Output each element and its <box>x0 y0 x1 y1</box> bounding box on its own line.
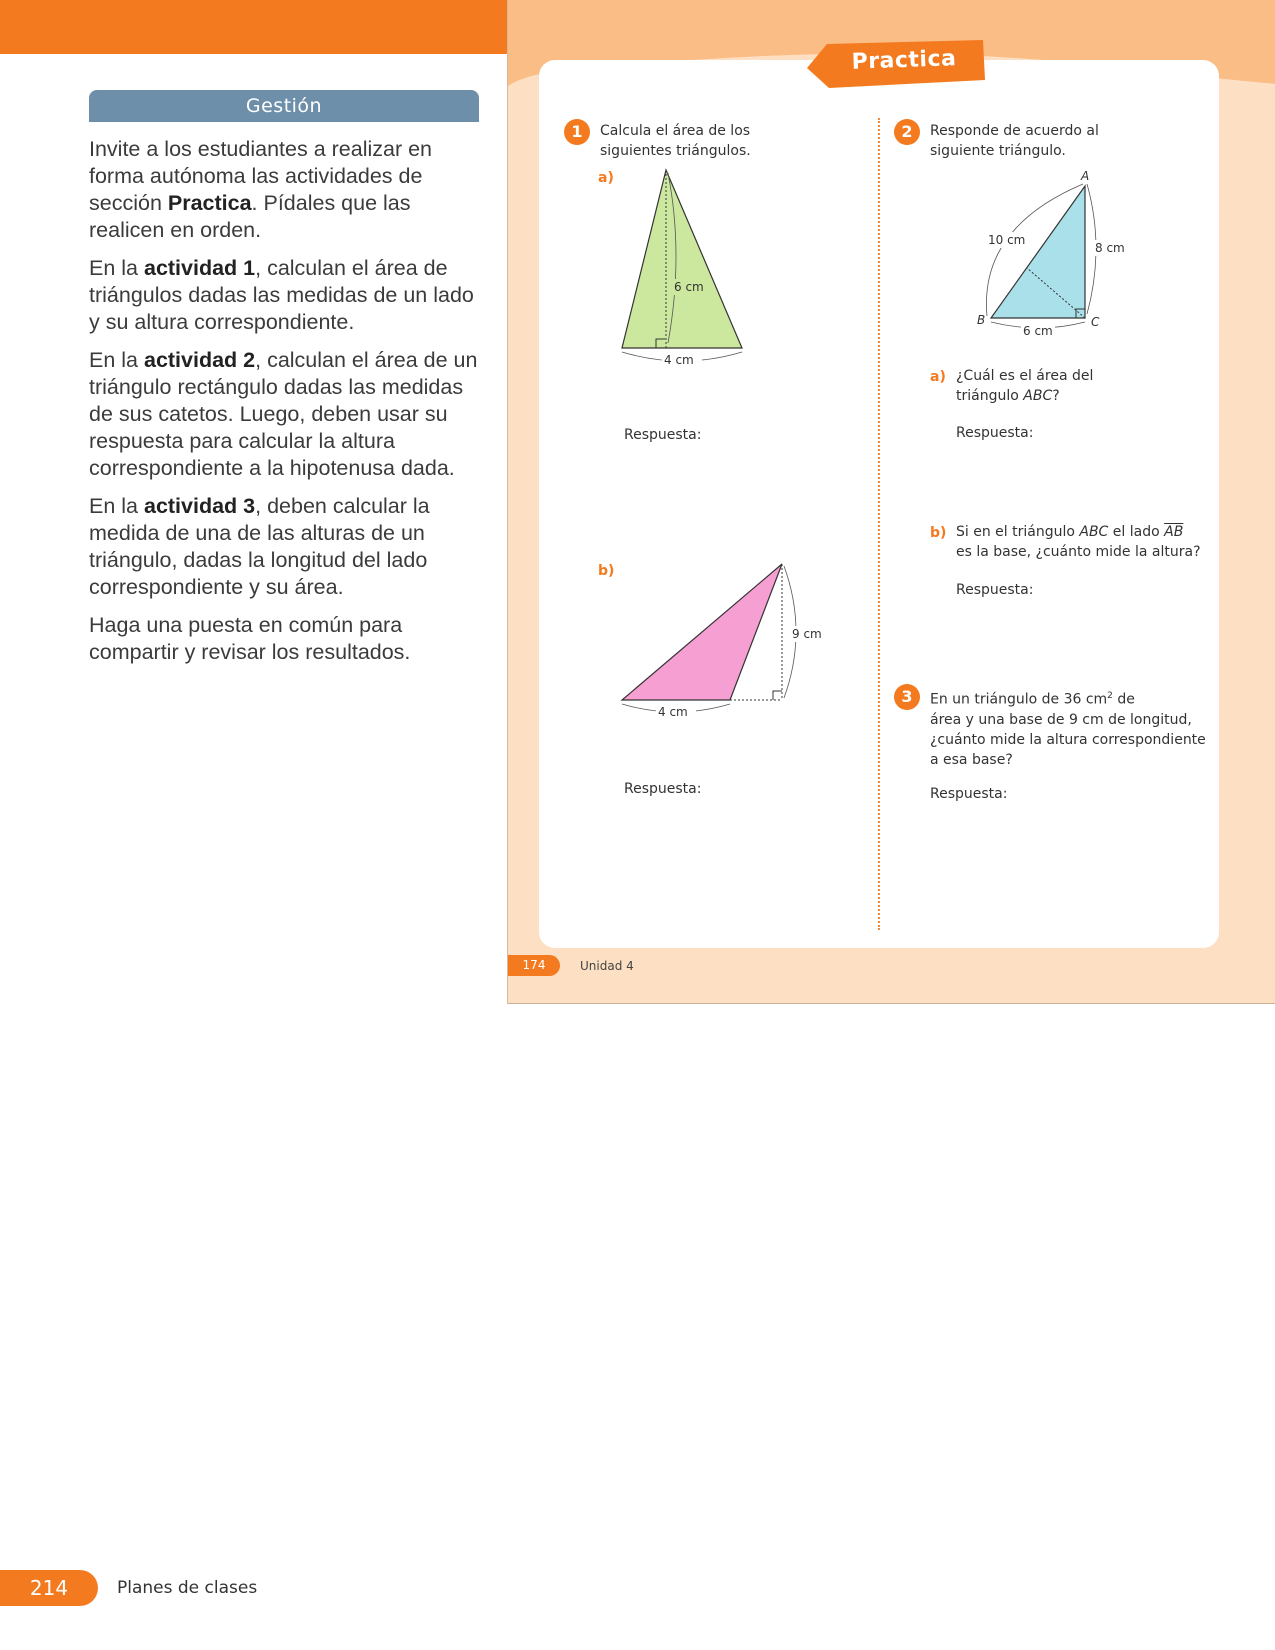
vertex-a-label: A <box>1081 169 1090 183</box>
activity-2-instruction: Responde de acuerdo al siguiente triángulo. <box>930 123 1099 159</box>
activity-2a-label: a) <box>930 369 946 385</box>
student-book-page <box>507 0 1275 1004</box>
gestion-paragraph-5: Haga una puesta en común para compartir y revisar los resultados. <box>89 613 411 664</box>
gestion-paragraph-1: Invite a los estudiantes a realizar en forma autónoma las actividades de sección Practica. Pídales que las realicen en orden. <box>89 137 433 242</box>
activity-1a-answer-label: Respuesta: <box>624 427 702 443</box>
triangle-1b-height-label: 9 cm <box>792 627 822 641</box>
activity-1-instruction: Calcula el área de los siguientes triángulos. <box>600 123 751 159</box>
triangle-1b <box>622 564 782 700</box>
triangle-1a-figure <box>618 165 758 365</box>
page-number-badge: 214 <box>0 1570 98 1606</box>
gestion-text <box>89 136 485 677</box>
activity-1b-label: b) <box>598 563 615 579</box>
vertex-c-label: C <box>1091 315 1100 329</box>
activity-1b-answer-label: Respuesta: <box>624 781 702 797</box>
activity-3-number: 3 <box>894 684 920 710</box>
activity-2-number: 2 <box>894 119 920 145</box>
vertex-b-label: B <box>977 313 986 327</box>
activity-2b-answer-label: Respuesta: <box>956 582 1034 598</box>
triangle-abc <box>991 186 1085 318</box>
triangle-abc-vertical-label: 8 cm <box>1095 241 1125 255</box>
triangle-1b-figure <box>618 560 822 720</box>
activity-2a-answer-label: Respuesta: <box>956 425 1034 441</box>
triangle-1a-height-label: 6 cm <box>674 280 704 294</box>
triangle-abc-figure <box>955 168 1135 338</box>
column-divider <box>878 118 880 930</box>
gestion-paragraph-4: En la actividad 3, deben calcular la medida de una de las alturas de un triángulo, dadas la longitud del lado correspondiente y su área. <box>89 494 430 599</box>
activity-3-question: En un triángulo de 36 $cm^2$ de área y una base de 9 cm de longitud, ¿cuánto mide la altura correspondiente a esa base? <box>930 691 1206 768</box>
triangle-1b-base-label: 4 cm <box>658 705 688 719</box>
top-orange-band <box>0 0 507 54</box>
page-footer-label: Planes de clases <box>117 1578 258 1598</box>
activity-1-number: 1 <box>564 119 590 145</box>
gestion-paragraph-2: En la actividad 1, calculan el área de triángulos dadas las medidas de un lado y su altura correspondiente. <box>89 256 474 334</box>
activity-1a-label: a) <box>598 170 614 186</box>
activity-2b-question: Si en el triángulo ABC el lado $\overline{AB}$ es la base, ¿cuánto mide la altura? <box>956 524 1201 560</box>
triangle-1b-right-angle <box>773 691 782 700</box>
book-unit-label: Unidad 4 <box>580 959 634 973</box>
triangle-abc-hyp-label: 10 cm <box>988 233 1026 247</box>
gestion-header: Gestión <box>89 90 479 122</box>
gestion-paragraph-3: En la actividad 2, calculan el área de un triángulo rectángulo dadas las medidas de sus catetos. Luego, deben usar su respuesta para calcular la altura correspondiente a la hipotenusa dada. <box>89 348 478 480</box>
triangle-abc-base-label: 6 cm <box>1023 324 1053 338</box>
book-page-number: 174 <box>508 955 560 976</box>
segment-ab: $\overline{AB}$ <box>1164 524 1184 540</box>
activity-2a-question: ¿Cuál es el área del triángulo ABC? <box>956 368 1094 404</box>
triangle-1a-base-label: 4 cm <box>664 353 694 367</box>
triangle-1a <box>622 170 742 348</box>
activity-3-answer-label: Respuesta: <box>930 786 1008 802</box>
activity-2b-label: b) <box>930 525 947 541</box>
practica-title: Practica <box>851 46 957 75</box>
